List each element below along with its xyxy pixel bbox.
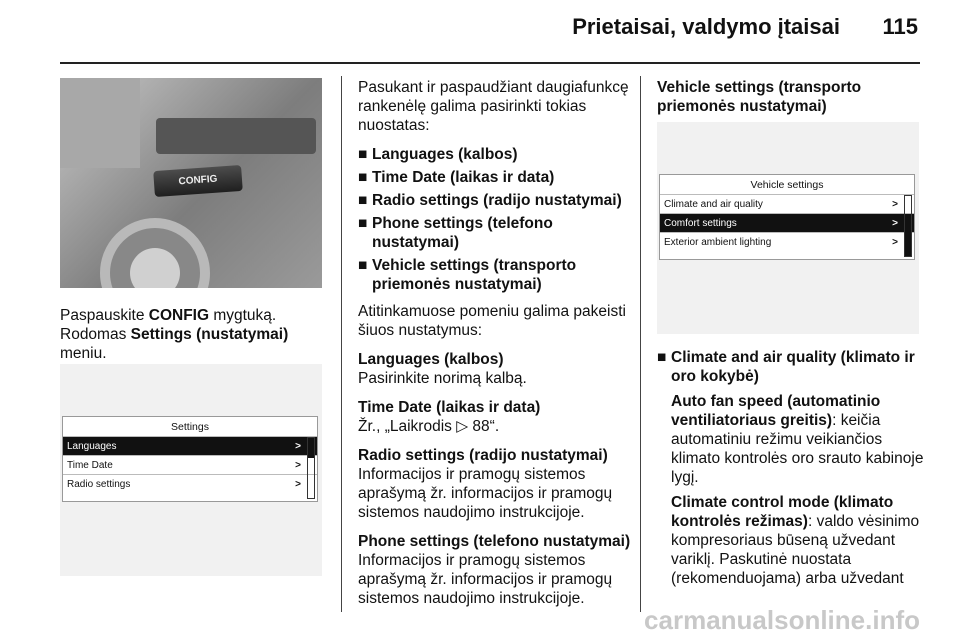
col3-heading-block — [657, 78, 919, 126]
chevron-right-icon: > — [295, 460, 301, 471]
vehicle-display — [659, 174, 915, 260]
page-title: Prietaisai, valdymo įtaisai — [572, 14, 840, 39]
section — [358, 350, 634, 388]
section — [358, 532, 634, 608]
row-label: Time Date — [67, 460, 113, 471]
bullet-icon: ■ — [358, 169, 368, 186]
column-divider-2 — [640, 76, 641, 612]
header-rule — [60, 62, 920, 64]
row-label: Radio settings — [67, 479, 131, 490]
setting-item — [657, 493, 925, 588]
scrollbar — [307, 437, 315, 499]
row-label: Exterior ambient lighting — [664, 237, 772, 248]
section — [358, 446, 634, 522]
setting-heading: Auto fan speed (automatinio ventiliatoriaus greitis) — [671, 393, 881, 429]
setting-item — [657, 392, 925, 487]
col3-text — [657, 348, 925, 594]
bullet-text: Climate and air quality (klimato ir oro kokybė) — [671, 349, 915, 385]
chevron-right-icon: > — [295, 479, 301, 490]
bullet-icon: ■ — [358, 215, 368, 232]
list-item — [657, 348, 925, 386]
display-title: Vehicle settings — [750, 179, 824, 191]
bullet-text: Phone settings (telefono nustatymai) — [372, 215, 553, 251]
display-title: Settings — [171, 421, 209, 433]
chevron-right-icon: > — [892, 199, 898, 210]
display-row — [63, 474, 317, 493]
bullet-text: Radio settings (radijo nustatymai) — [372, 192, 622, 209]
row-label: Languages — [67, 441, 117, 452]
text-run: Rodomas — [60, 326, 131, 343]
vehicle-screen-figure — [657, 122, 919, 334]
bullet-text: Time Date (laikas ir data) — [372, 169, 555, 186]
chevron-right-icon: > — [892, 218, 898, 229]
list-item — [358, 191, 634, 210]
instruction-paragraph — [60, 306, 330, 363]
section — [358, 398, 634, 436]
row-label: Climate and air quality — [664, 199, 763, 210]
bullet-text: Vehicle settings (transporto priemonės nustatymai) — [372, 257, 577, 293]
section-body: Žr., „Laikrodis ▷ 88“. — [358, 418, 500, 435]
text-run: Paspauskite — [60, 307, 149, 324]
section-heading: Languages (kalbos) — [358, 351, 504, 368]
page-number: 115 — [882, 14, 918, 39]
bullet-icon: ■ — [358, 257, 368, 274]
col1-text — [60, 306, 330, 373]
display-row — [63, 455, 317, 474]
section-body: Informacijos ir pramogų sistemos aprašymą žr. informacijos ir pramogų sistemos naudojimo instrukcijoje. — [358, 552, 613, 607]
section-body: Informacijos ir pramogų sistemos aprašymą žr. informacijos ir pramogų sistemos naudojimo instrukcijoje. — [358, 466, 613, 521]
display-row — [63, 436, 317, 455]
section-body: Pasirinkite norimą kalbą. — [358, 370, 527, 387]
settings-emphasis: Settings (nustatymai) — [130, 326, 289, 343]
setting-heading: Climate control mode (klimato kontrolės režimas) — [671, 494, 894, 530]
chevron-right-icon: > — [892, 237, 898, 248]
config-emphasis: CONFIG — [148, 307, 210, 324]
settings-display — [62, 416, 318, 502]
list-item — [358, 256, 634, 294]
col2-text — [358, 78, 634, 618]
section-heading: Vehicle settings (transporto priemonės nustatymai) — [657, 79, 862, 115]
scrollbar — [904, 195, 912, 257]
section-heading: Time Date (laikas ir data) — [358, 399, 541, 416]
setting-body: : valdo vėsinimo kompresoriaus būseną užvedant variklį. Paskutinė nuostata (rekomenduojama) arba užvedant — [671, 513, 920, 587]
button-panel — [156, 118, 316, 154]
section-heading: Phone settings (telefono nustatymai) — [358, 533, 631, 550]
bullet-icon: ■ — [358, 146, 368, 163]
intro-paragraph: Pasukant ir paspaudžiant daugiafunkcę rankenėlę galima pasirinkti tokias nuostatas: — [358, 79, 629, 134]
display-row — [660, 213, 914, 232]
list-item — [358, 214, 634, 252]
row-label: Comfort settings — [664, 218, 737, 229]
bullet-text: Languages (kalbos) — [372, 146, 518, 163]
display-row — [660, 194, 914, 213]
scroll-thumb — [905, 216, 911, 256]
list-item — [358, 145, 634, 164]
bullet-icon: ■ — [657, 349, 667, 366]
chevron-right-icon: > — [295, 441, 301, 452]
config-button-photo — [60, 78, 322, 288]
settings-screen-figure — [60, 364, 322, 576]
scroll-thumb — [308, 438, 314, 458]
bullet-icon: ■ — [358, 192, 368, 209]
submenu-paragraph: Atitinkamuose pomeniu galima pakeisti šiuos nustatymus: — [358, 303, 626, 339]
section-heading: Radio settings (radijo nustatymai) — [358, 447, 608, 464]
display-row — [660, 232, 914, 251]
panel-corner — [60, 78, 140, 168]
setting-body: : keičia automatiniu režimu veikiančios klimato kontrolės oro srauto kabinoje lygį. — [671, 412, 924, 486]
watermark: carmanualsonline.info — [644, 605, 920, 635]
column-divider-1 — [341, 76, 342, 612]
page-header — [0, 0, 960, 64]
text-run: meniu. — [60, 345, 107, 362]
config-button: CONFIG — [153, 165, 243, 197]
list-item — [358, 168, 634, 187]
text-run: mygtuką. — [209, 307, 277, 324]
